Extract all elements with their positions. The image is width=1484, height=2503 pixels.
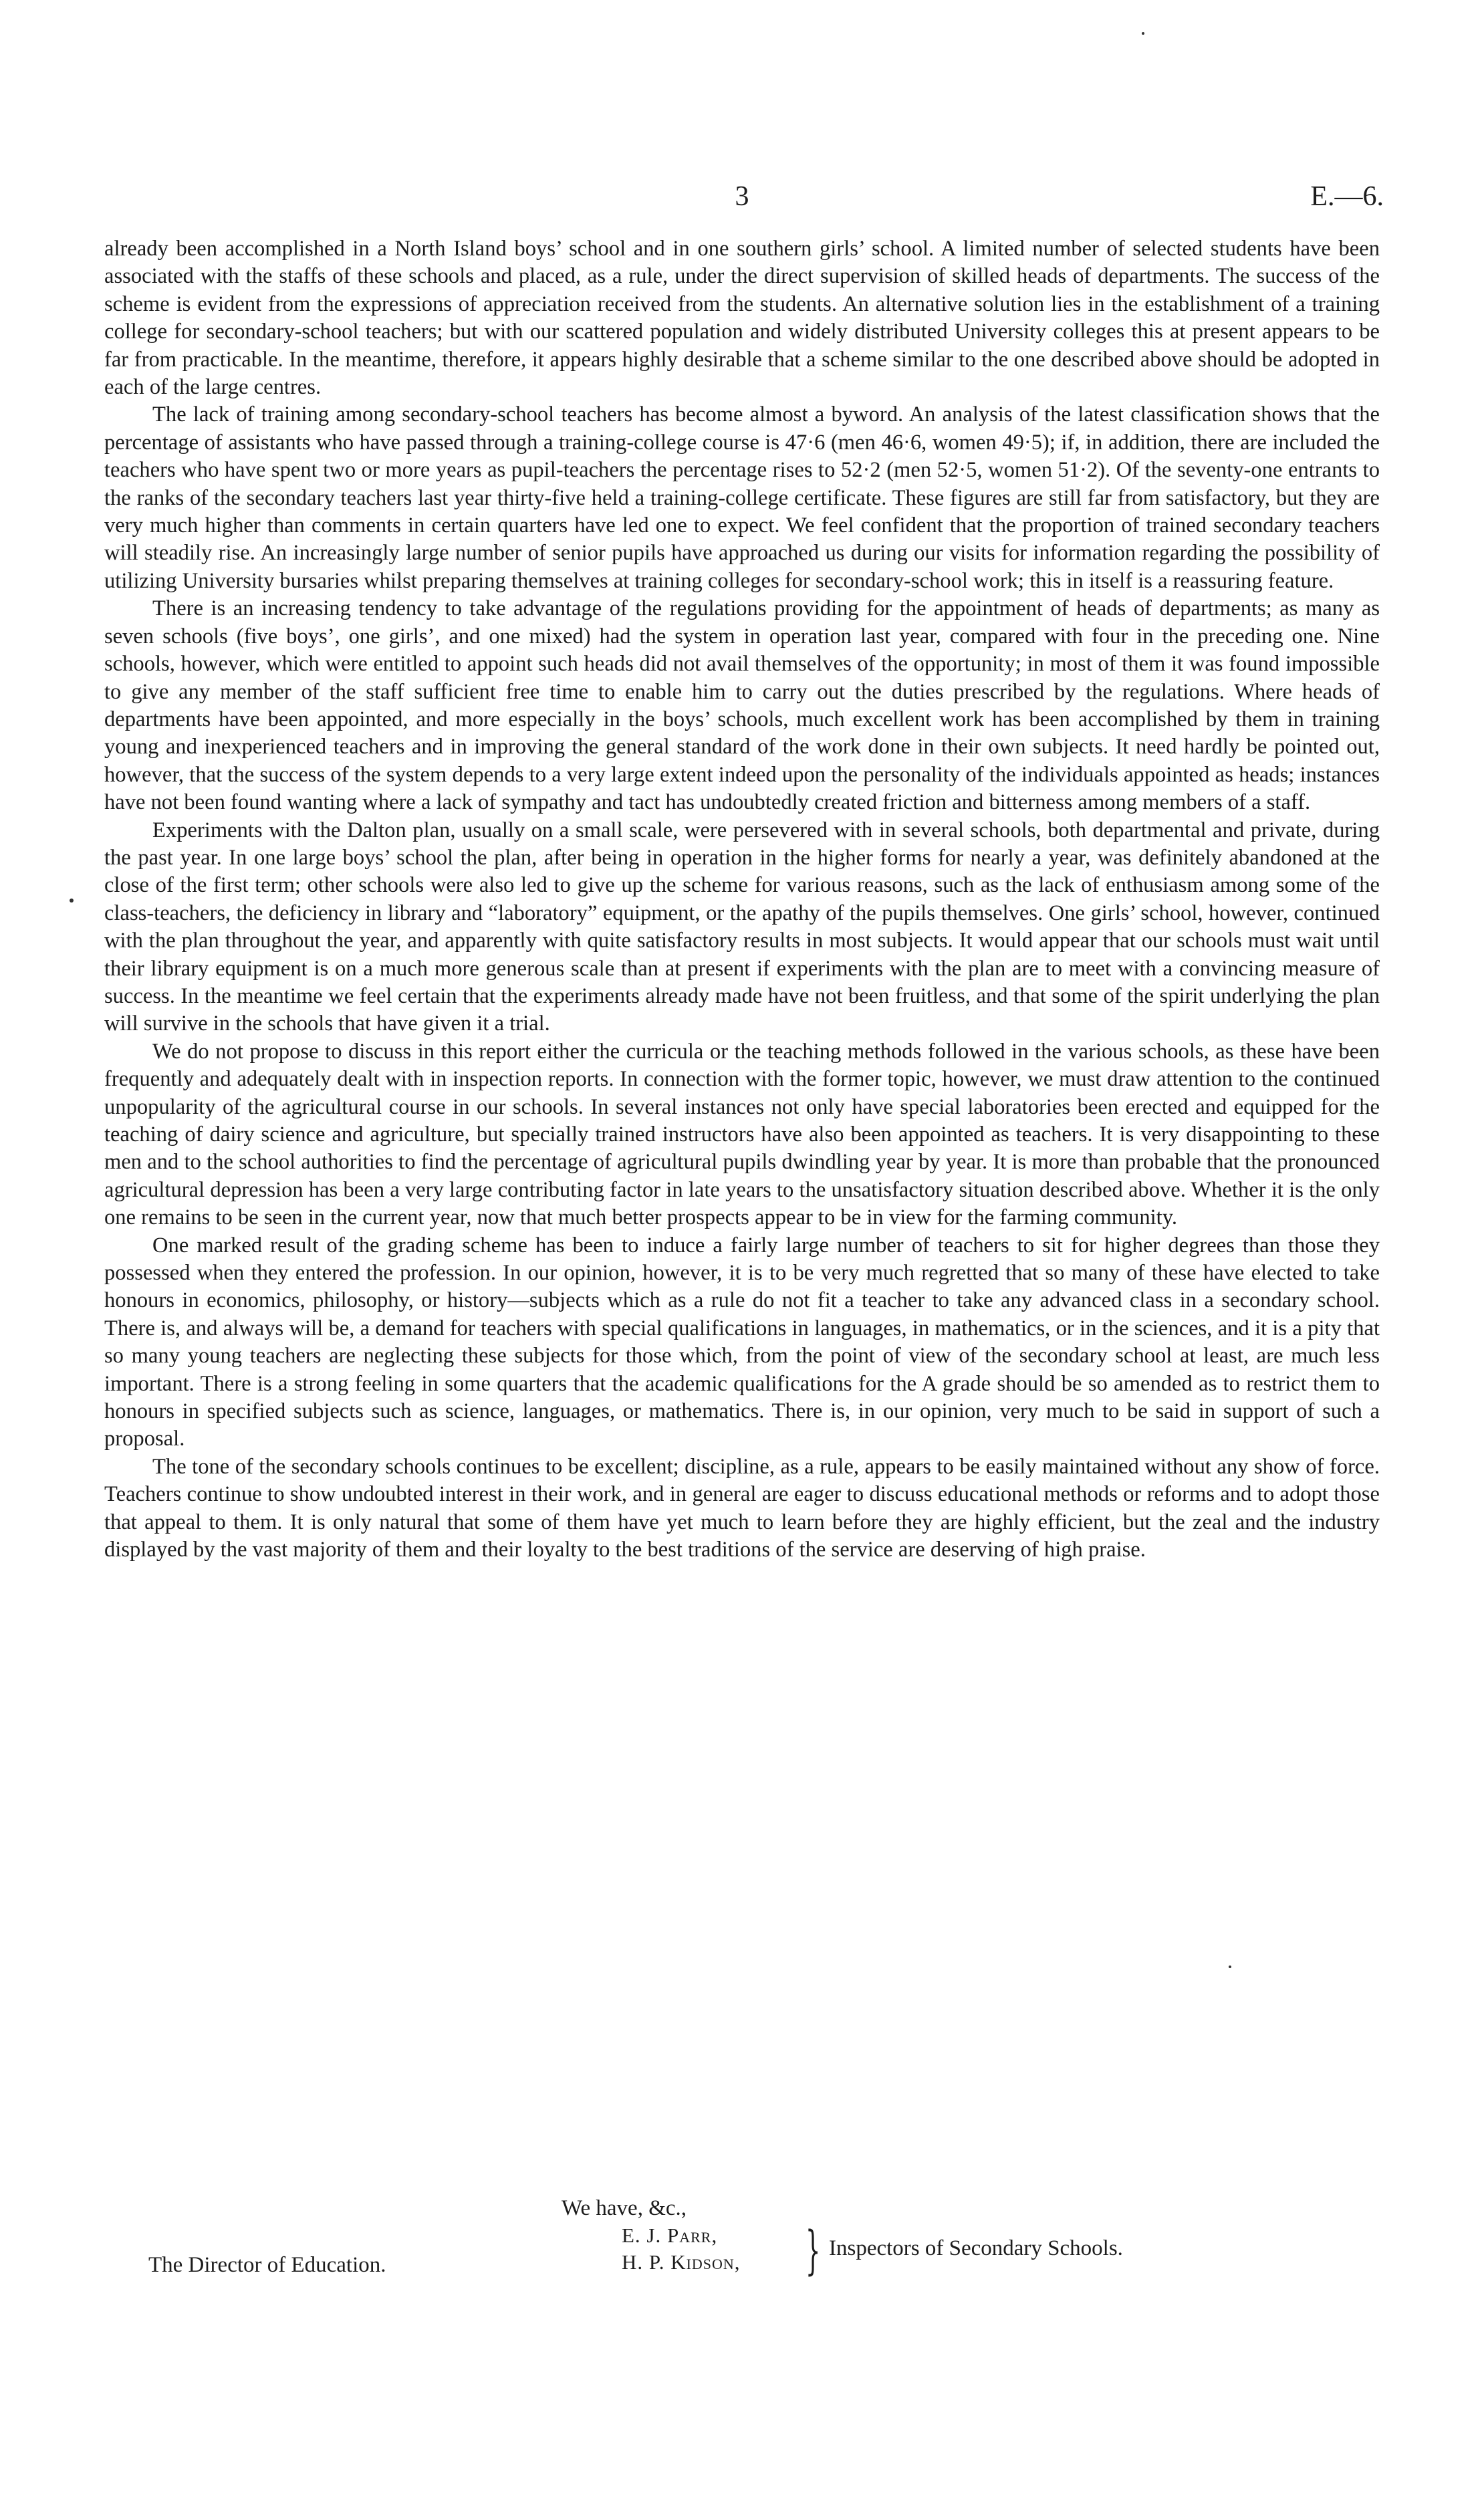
paragraph-tone-of-schools: The tone of the secondary schools continues to be excellent; discipline, as a rule, appears to be easily maintained without any show of force. Teachers continue to show undoubted interest in their work, and in general are eager to discuss educational methods or reforms and to adopt those that appeal to them. It is only natural that some of them have yet much to learn before they are highly efficient, but the zeal and the industry displayed by the vast majority of them and their loyalty to the best traditions of the service are deserving of high praise. [104,1454,1380,1562]
brace-icon: } [806,2221,821,2281]
signature-block [622,2222,741,2276]
signatory-title: Inspectors of Secondary Schools. [829,2236,1123,2260]
report-body [104,235,1380,1564]
scan-speck [70,899,74,903]
paragraph-agricultural-course: We do not propose to discuss in this report either the curricula or the teaching methods followed in the various schools, as these have been frequently and adequately dealt with in inspection reports. In connection with the former topic, however, we must draw attention to the continued unpopularity of the agricultural course in our schools. In several instances not only have special laboratories been erected and equipped for the teaching of dairy science and agriculture, but specially trained instructors have also been appointed as teachers. It is very disappointing to these men and to the school authorities to find the percentage of agricultural pupils dwindling year by year. It is more than probable that the pronounced agricultural depression has been a very large contributing factor in late years to the unsatisfactory situation described above. Whether it is the only one remains to be seen in the current year, now that much better prospects appear to be in view for the farming community. [104,1039,1380,1230]
signatory-parr: E. J. Parr, [622,2224,718,2247]
paragraph-lack-of-training: The lack of training among secondary-school teachers has become almost a byword. An analysis of the latest classification shows that the percentage of assistants who have passed through a training-college course is 47·6 (men 46·6, women 49·5); if, in addition, there are included the teachers who have spent two or more years as pupil-teachers the percentage rises to 52·2 (men 52·5, women 51·2). Of the seventy-one entrants to the ranks of the secondary teachers last year thirty-five held a training-college certificate. These figures are still far from satisfactory, but they are very much higher than comments in certain quarters have led one to expect. We feel confident that the proportion of trained secondary teachers will steadily rise. An increasingly large number of senior pupils have approached us during our visits for information regarding the possibility of utilizing University bursaries whilst preparing themselves at training colleges for secondary-school work; this in itself is a reassuring feature. [104,402,1380,593]
paragraph-training-scheme: already been accomplished in a North Island boys’ school and in one southern girls’ school. A limited number of selected students have been associated with the staffs of these schools and placed, as a rule, under the direct supervision of skilled heads of departments. The success of the scheme is evident from the expressions of appreciation received from the students. An alternative solution lies in the establishment of a training college for secondary-school teachers; but with our scattered population and widely distributed University colleges this at present appears to be far from practicable. In the meantime, therefore, it appears highly desirable that a scheme similar to the one described above should be adopted in each of the large centres. [104,237,1380,400]
paragraph-grading-scheme: One marked result of the grading scheme has been to induce a fairly large number of teachers to sit for higher degrees than those they possessed when they entered the profession. In our opinion, however, it is to be very much regretted that so many of these have elected to take honours in economics, philosophy, or history—subjects which as a rule do not fit a teacher to take any advanced class in a secondary school. There is, and always will be, a demand for teachers with special qualifications in languages, in mathematics, or in the sciences, and it is a pity that so many young teachers are neglecting these subjects for those which, from the point of view of the secondary school at least, are much less important. There is a strong feeling in some quarters that the academic qualifications for the A grade should be so amended as to restrict them to honours in specified subjects such as science, languages, or mathematics. There is, in our opinion, very much to be said in support of such a proposal. [104,1233,1380,1451]
paragraph-heads-of-departments: There is an increasing tendency to take advantage of the regulations providing for the appointment of heads of departments; as many as seven schools (five boys’, one girls’, and one mixed) had the system in operation last year, compared with four in the preceding one. Nine schools, however, which were entitled to appoint such heads did not avail themselves of the opportunity; in most of them it was found impossible to give any member of the staff sufficient free time to enable him to carry out the duties prescribed by the regulations. Where heads of departments have been appointed, and more especially in the boys’ schools, much excellent work has been accomplished by them in training young and inexperienced teachers and in improving the general standard of the work done in their own subjects. It need hardly be pointed out, however, that the success of the system depends to a very large extent indeed upon the personality of the individuals appointed as heads; instances have not been found wanting where a lack of sympathy and tact has undoubtedly created friction and bitterness among members of a staff. [104,596,1380,815]
scan-speck [1229,1965,1231,1968]
addressee: The Director of Education. [148,2253,386,2277]
document-code: E.—6. [1310,181,1384,212]
page-number: 3 [735,181,749,212]
signatory-kidson: H. P. Kidson, [622,2250,741,2274]
page-header [100,181,1384,221]
paragraph-dalton-plan: Experiments with the Dalton plan, usually on a small scale, were persevered with in several schools, both departmental and private, during the past year. In one large boys’ school the plan, after being in operation in the higher forms for nearly a year, was definitely abandoned at the close of the first term; other schools were also led to give up the scheme for various reasons, such as the lack of enthusiasm among some of the class-teachers, the deficiency in library and “laboratory” equipment, or the apathy of the pupils themselves. One girls’ school, however, continued with the plan throughout the year, and apparently with quite satisfactory results in most subjects. It would appear that our schools must wait until their library equipment is on a much more generous scale than at present if experiments with the plan are to meet with a convincing measure of success. In the meantime we feel certain that the experiments already made have not been fruitless, and that some of the spirit underlying the plan will survive in the schools that have given it a trial. [104,818,1380,1036]
closing-salutation: We have, &c., [562,2196,687,2220]
scan-speck [1142,32,1144,35]
